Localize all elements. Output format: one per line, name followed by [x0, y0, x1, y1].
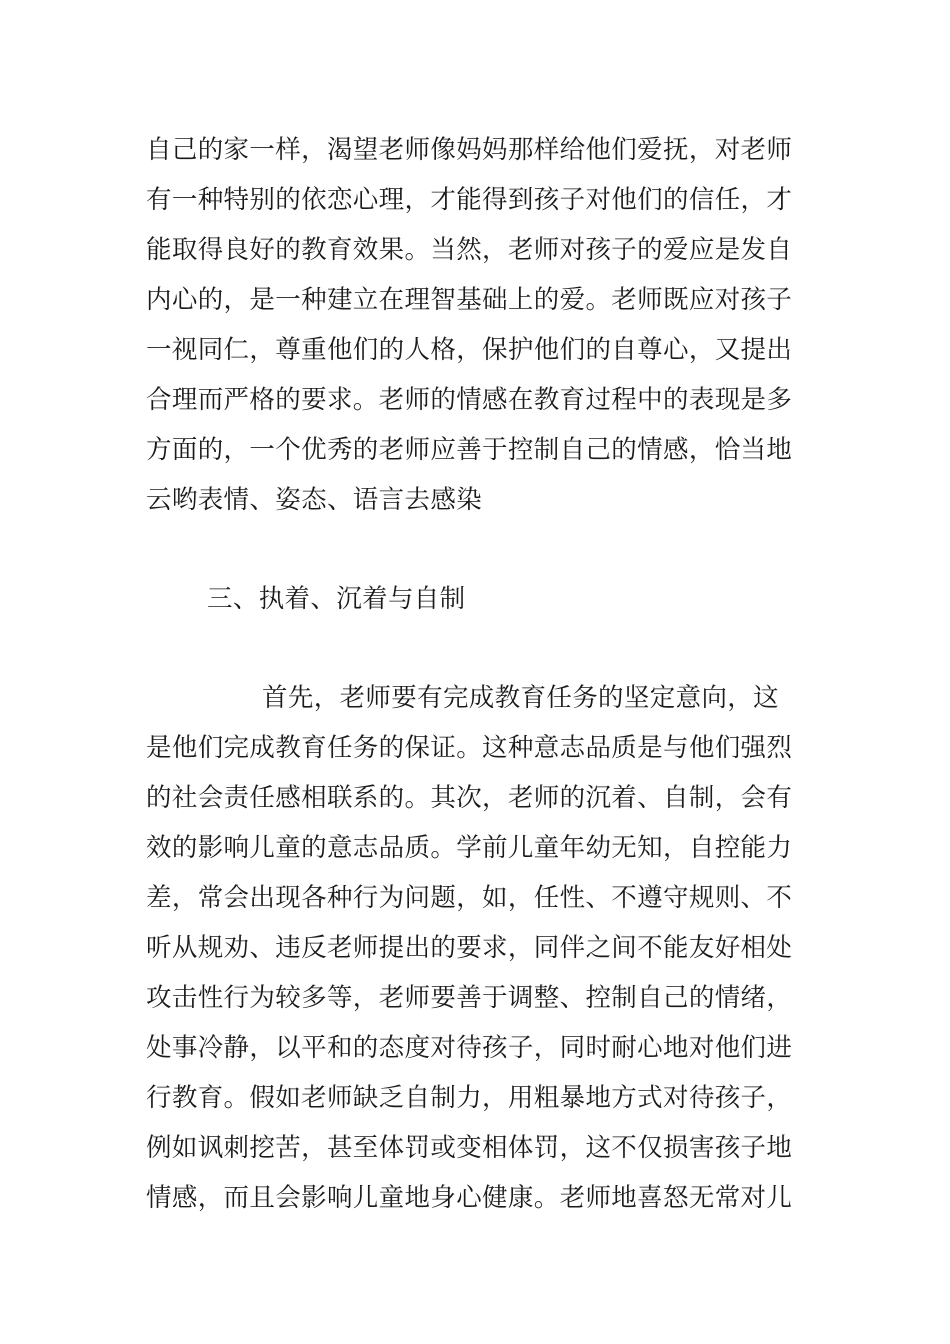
paragraph-line: 差，常会出现各种行为问题，如，任性、不遵守规则、不 — [146, 883, 793, 913]
section-heading: 三、执着、沉着与自制 — [207, 584, 466, 614]
paragraph-line: 的社会责任感相联系的。其次，老师的沉着、自制，会有 — [146, 783, 793, 813]
paragraph-line: 处事冷静，以平和的态度对待孩子，同时耐心地对他们进 — [146, 1033, 793, 1063]
paragraph-line: 例如讽刺挖苦，甚至体罚或变相体罚，这不仅损害孩子地 — [146, 1133, 793, 1163]
paragraph-line: 能取得良好的教育效果。当然，老师对孩子的爱应是发自 — [146, 235, 793, 265]
paragraph-line: 情感，而且会影响儿童地身心健康。老师地喜怒无常对儿 — [146, 1183, 793, 1213]
paragraph-line: 合理而严格的要求。老师的情感在教育过程中的表现是多 — [146, 385, 793, 415]
paragraph-line: 云哟表情、姿态、语言去感染 — [146, 485, 483, 515]
paragraph-line: 有一种特别的依恋心理，才能得到孩子对他们的信任，才 — [146, 185, 793, 215]
paragraph-line: 效的影响儿童的意志品质。学前儿童年幼无知，自控能力 — [146, 833, 793, 863]
paragraph-line: 一视同仁，尊重他们的人格，保护他们的自尊心，又提出 — [146, 335, 793, 365]
paragraph-line: 方面的，一个优秀的老师应善于控制自己的情感，恰当地 — [146, 435, 793, 465]
paragraph-line: 内心的，是一种建立在理智基础上的爱。老师既应对孩子 — [146, 285, 793, 315]
paragraph-line: 行教育。假如老师缺乏自制力，用粗暴地方式对待孩子， — [146, 1083, 793, 1113]
paragraph-line: 自己的家一样，渴望老师像妈妈那样给他们爱抚，对老师 — [146, 135, 793, 165]
paragraph-line: 攻击性行为较多等，老师要善于调整、控制自己的情绪， — [146, 983, 793, 1013]
paragraph-line: 是他们完成教育任务的保证。这种意志品质是与他们强烈 — [146, 733, 793, 763]
paragraph-line: 首先，老师要有完成教育任务的坚定意向，这 — [262, 683, 780, 713]
paragraph-line: 听从规劝、违反老师提出的要求，同伴之间不能友好相处 — [146, 933, 793, 963]
